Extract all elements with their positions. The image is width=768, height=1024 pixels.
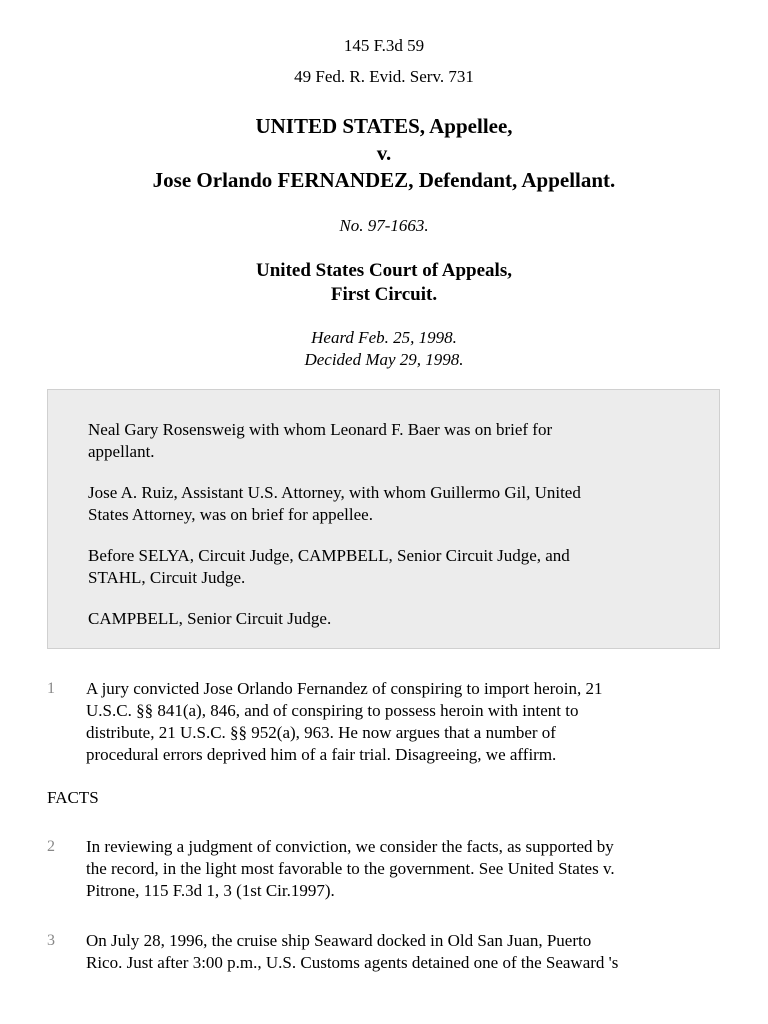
opinion-author xyxy=(88,608,688,630)
paragraph-line: Rico. Just after 3:00 p.m., U.S. Customs agents detained one of the Seaward 's xyxy=(86,953,619,972)
docket-number: No. 97-1663. xyxy=(339,216,429,235)
court-name: United States Court of Appeals, xyxy=(256,260,512,281)
counsel-appellant-line: Neal Gary Rosensweig with whom Leonard F. Baer was on brief for xyxy=(88,420,553,439)
paragraph-text xyxy=(86,678,716,766)
paragraph-line: procedural errors deprived him of a fair trial. Disagreeing, we affirm. xyxy=(86,745,557,764)
paragraph-line: In reviewing a judgment of conviction, we consider the facts, as supported by xyxy=(86,837,614,856)
citation-evidence-service: 49 Fed. R. Evid. Serv. 731 xyxy=(294,67,474,86)
caption-appellee: UNITED STATES, Appellee, xyxy=(255,114,513,138)
paragraph-line: distribute, 21 U.S.C. §§ 952(a), 963. He now argues that a number of xyxy=(86,723,556,742)
paragraph-line: the record, in the light most favorable to the government. See United States v. xyxy=(86,859,615,878)
counsel-panel xyxy=(47,389,720,649)
paragraph-number: 1 xyxy=(47,680,55,697)
paragraph-line: U.S.C. §§ 841(a), 846, and of conspiring to possess heroin with intent to xyxy=(86,701,579,720)
paragraph-line: On July 28, 1996, the cruise ship Seaward docked in Old San Juan, Puerto xyxy=(86,931,592,950)
paragraph-line: Pitrone, 115 F.3d 1, 3 (1st Cir.1997). xyxy=(86,881,335,900)
judicial-panel xyxy=(88,545,688,589)
paragraph-text xyxy=(86,930,716,974)
opinion-author-text: CAMPBELL, Senior Circuit Judge. xyxy=(88,609,332,628)
counsel-appellee-line: Jose A. Ruiz, Assistant U.S. Attorney, with whom Guillermo Gil, United xyxy=(88,483,581,502)
paragraph-text xyxy=(86,836,716,902)
citation-reporter: 145 F.3d 59 xyxy=(343,36,425,55)
judicial-panel-line: STAHL, Circuit Judge. xyxy=(88,568,246,587)
counsel-appellant-line: appellant. xyxy=(88,442,155,461)
judicial-panel-line: Before SELYA, Circuit Judge, CAMPBELL, Senior Circuit Judge, and xyxy=(88,546,570,565)
date-heard: Heard Feb. 25, 1998. xyxy=(311,328,457,347)
date-decided: Decided May 29, 1998. xyxy=(304,350,464,369)
section-heading: FACTS xyxy=(47,788,99,807)
paragraph-number: 3 xyxy=(47,932,55,949)
counsel-appellant xyxy=(88,419,688,463)
counsel-appellee-line: States Attorney, was on brief for appellee. xyxy=(88,505,373,524)
caption-versus: v. xyxy=(376,141,392,165)
court-circuit: First Circuit. xyxy=(330,284,438,305)
paragraph-line: A jury convicted Jose Orlando Fernandez of conspiring to import heroin, 21 xyxy=(86,679,603,698)
paragraph-number: 2 xyxy=(47,838,55,855)
caption-appellant: Jose Orlando FERNANDEZ, Defendant, Appellant. xyxy=(152,168,616,192)
counsel-appellee xyxy=(88,482,688,526)
